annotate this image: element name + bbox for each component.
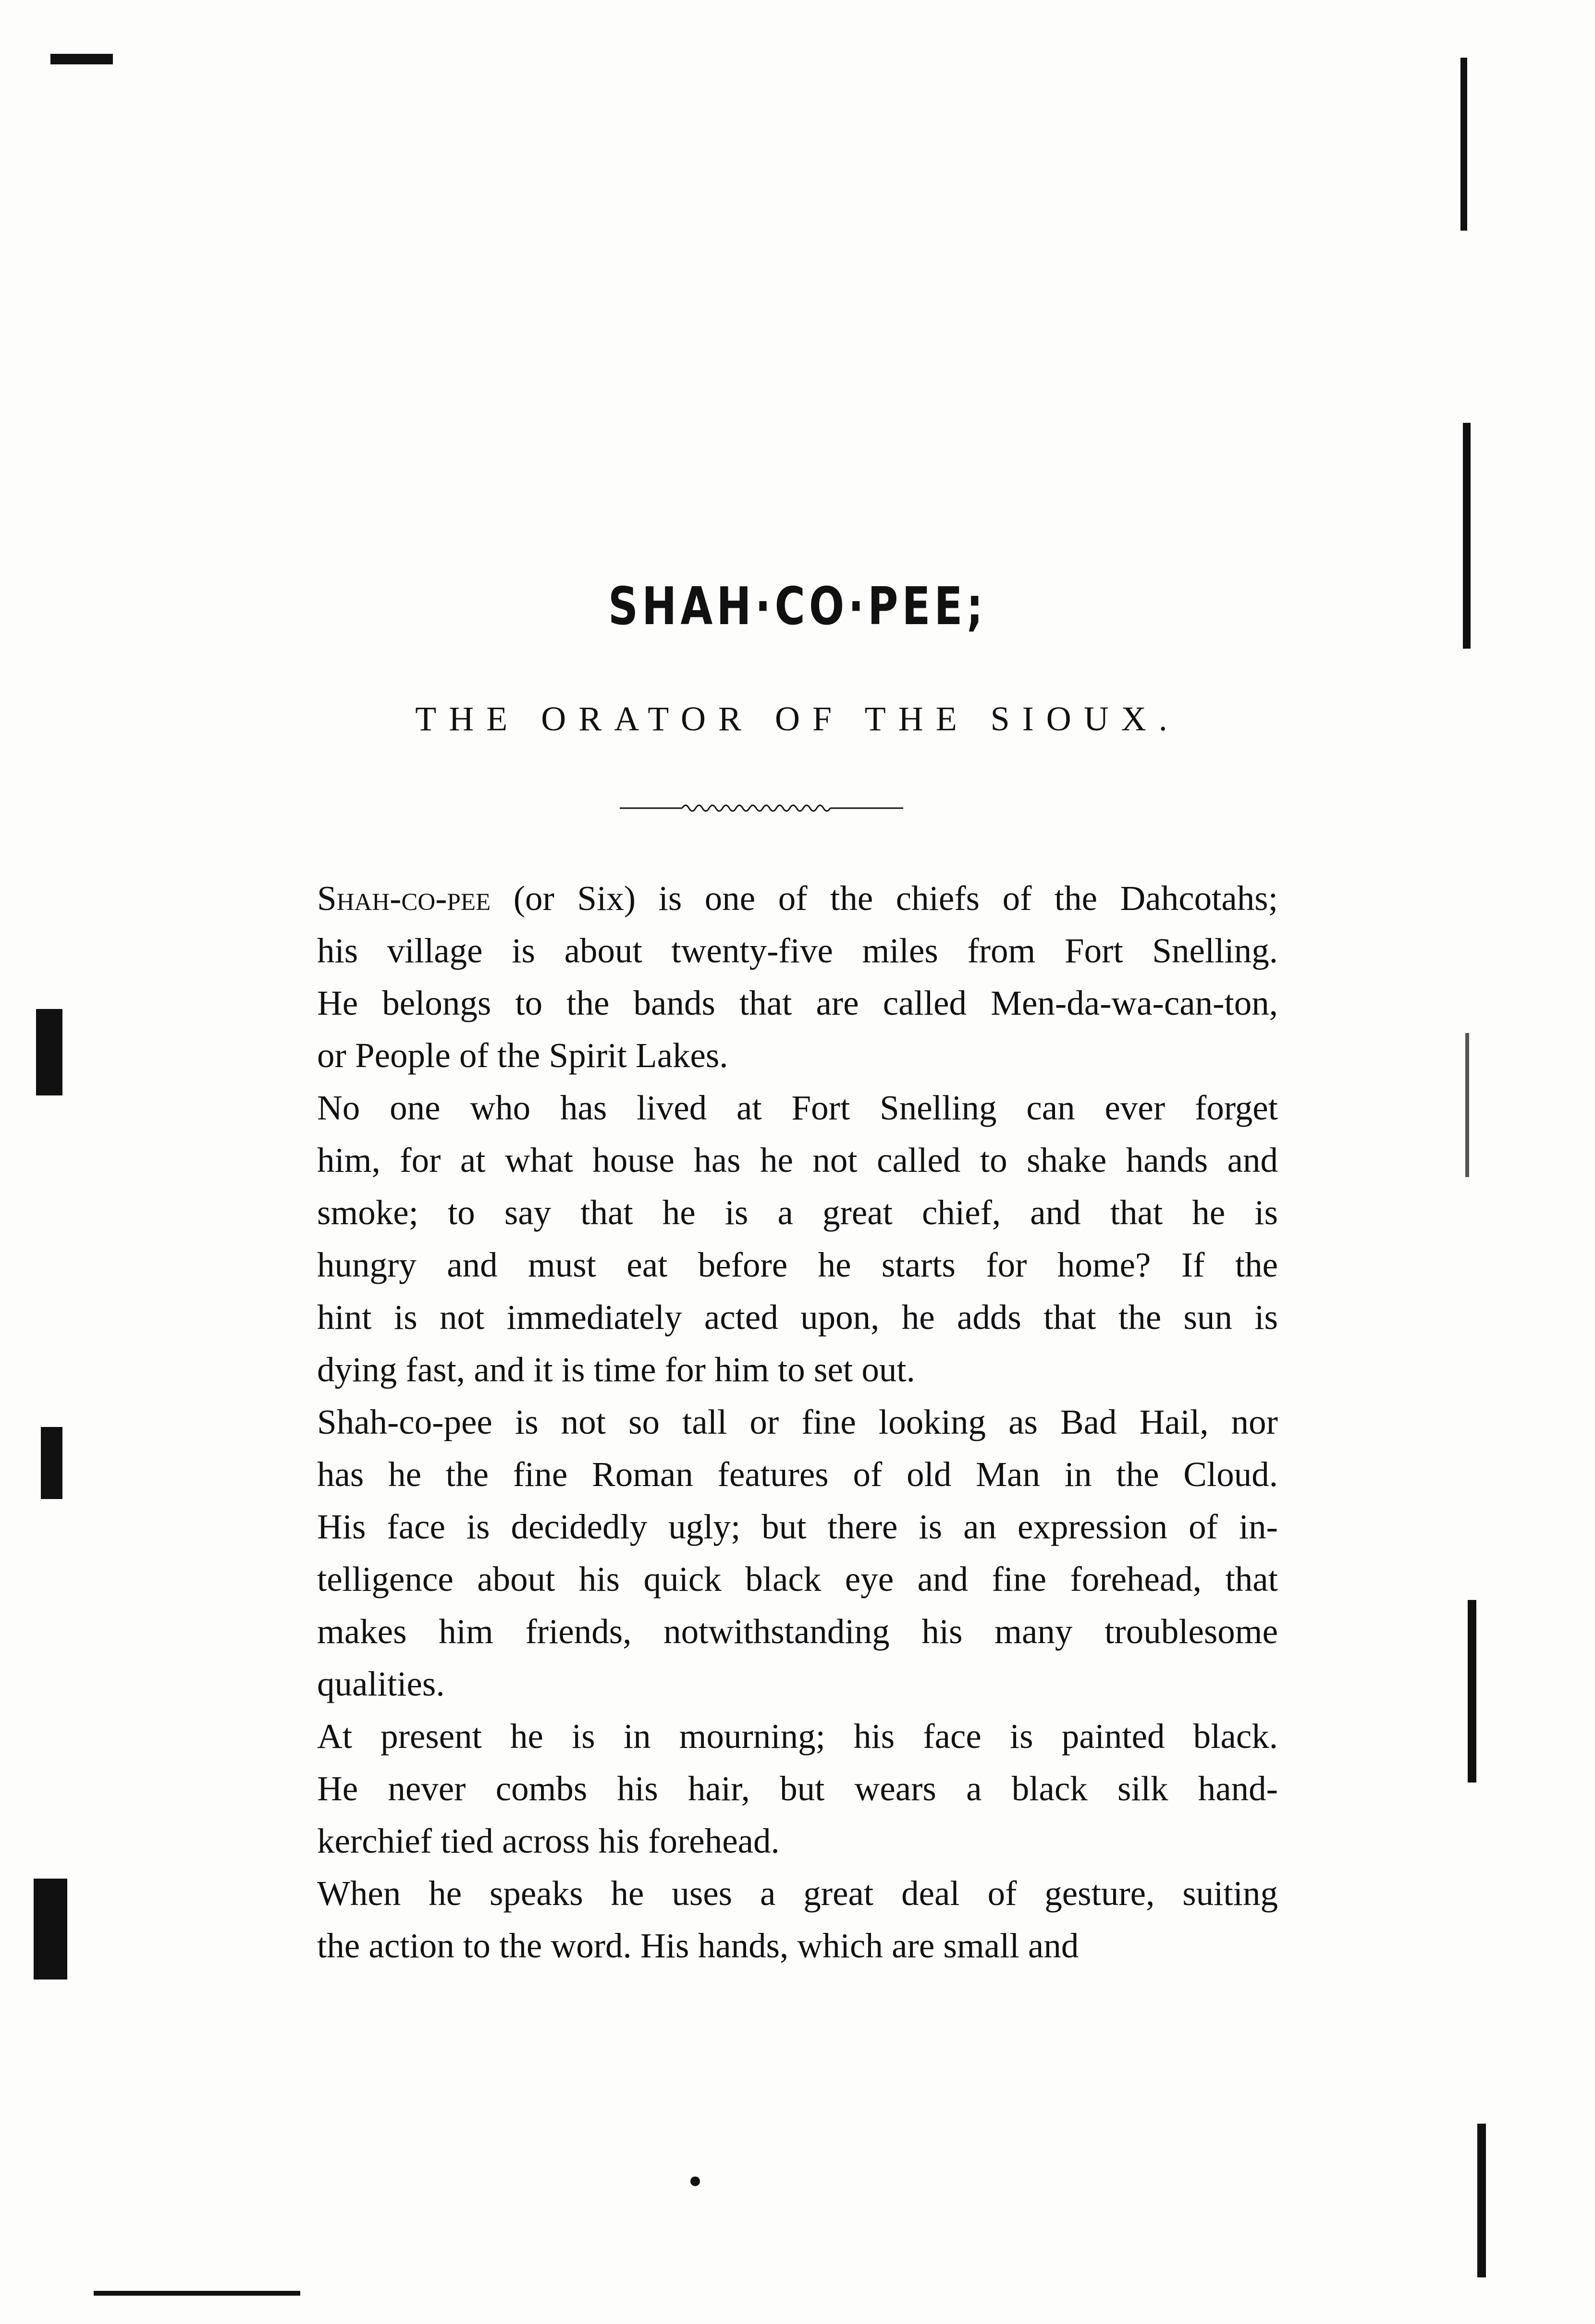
text-line: his village is about twenty-five miles from Fort Snelling.	[317, 931, 1278, 970]
text-line: or People of the Spirit Lakes.	[317, 1036, 728, 1075]
text-line: qualities.	[317, 1664, 445, 1703]
text-line-rest: (or Six) is one of the chiefs of the Dahcotahs;	[491, 879, 1278, 918]
paragraph	[275, 1710, 1278, 1867]
text-line: has he the fine Roman features of old Man in the Cloud.	[317, 1455, 1278, 1494]
paragraph	[275, 1396, 1278, 1710]
scan-artifact	[1468, 1600, 1476, 1783]
chapter-title: SHAH·CO·PEE;	[608, 577, 987, 637]
body-text	[275, 872, 1278, 1972]
scan-artifact	[1460, 58, 1467, 231]
text-line: kerchief tied across his forehead.	[317, 1821, 780, 1860]
text-line: dying fast, and it is time for him to set out.	[317, 1350, 915, 1389]
scan-artifact	[34, 1879, 67, 1980]
scan-artifact	[1465, 1033, 1469, 1177]
text-line: hungry and must eat before he starts for home? If the	[317, 1245, 1278, 1284]
scan-artifact	[1477, 2124, 1486, 2277]
text-line: the action to the word. His hands, which are small and	[317, 1926, 1079, 1965]
text-line: hint is not immediately acted upon, he adds that the sun is	[317, 1298, 1278, 1337]
scan-artifact	[36, 1009, 62, 1095]
paragraph	[275, 872, 1278, 1082]
text-line: smoke; to say that he is a great chief, and that he is	[317, 1193, 1278, 1232]
text-line: He never combs his hair, but wears a black silk hand-	[317, 1769, 1278, 1808]
text-line: Shah-co-pee is not so tall or fine looking as Bad Hail, nor	[317, 1402, 1278, 1441]
text-line: telligence about his quick black eye and fine forehead, that	[317, 1560, 1278, 1599]
paragraph	[275, 1867, 1278, 1972]
paragraph	[275, 1082, 1278, 1396]
ink-dot	[690, 2176, 700, 2186]
scan-artifact	[94, 2291, 300, 2296]
text-line: His face is decidedly ugly; but there is an expression of in-	[317, 1507, 1278, 1546]
text-line: makes him friends, notwithstanding his many troublesome	[317, 1612, 1278, 1651]
scan-artifact	[50, 54, 113, 64]
text-line	[275, 872, 1278, 924]
scan-artifact	[41, 1427, 62, 1499]
wavy-rule-ornament	[620, 798, 903, 817]
text-line: No one who has lived at Fort Snelling can ever forget	[317, 1088, 1278, 1127]
text-line: At present he is in mourning; his face is painted black.	[317, 1717, 1278, 1756]
scan-artifact	[1463, 423, 1471, 649]
chapter-subtitle: THE ORATOR OF THE SIOUX.	[415, 700, 1180, 738]
text-line: him, for at what house has he not called to shake hands and	[317, 1141, 1278, 1180]
text-line: When he speaks he uses a great deal of gesture, suiting	[317, 1874, 1278, 1913]
lead-word: Shah-co-pee	[317, 879, 491, 918]
text-line: He belongs to the bands that are called Men-da-wa-can-ton,	[317, 984, 1278, 1022]
